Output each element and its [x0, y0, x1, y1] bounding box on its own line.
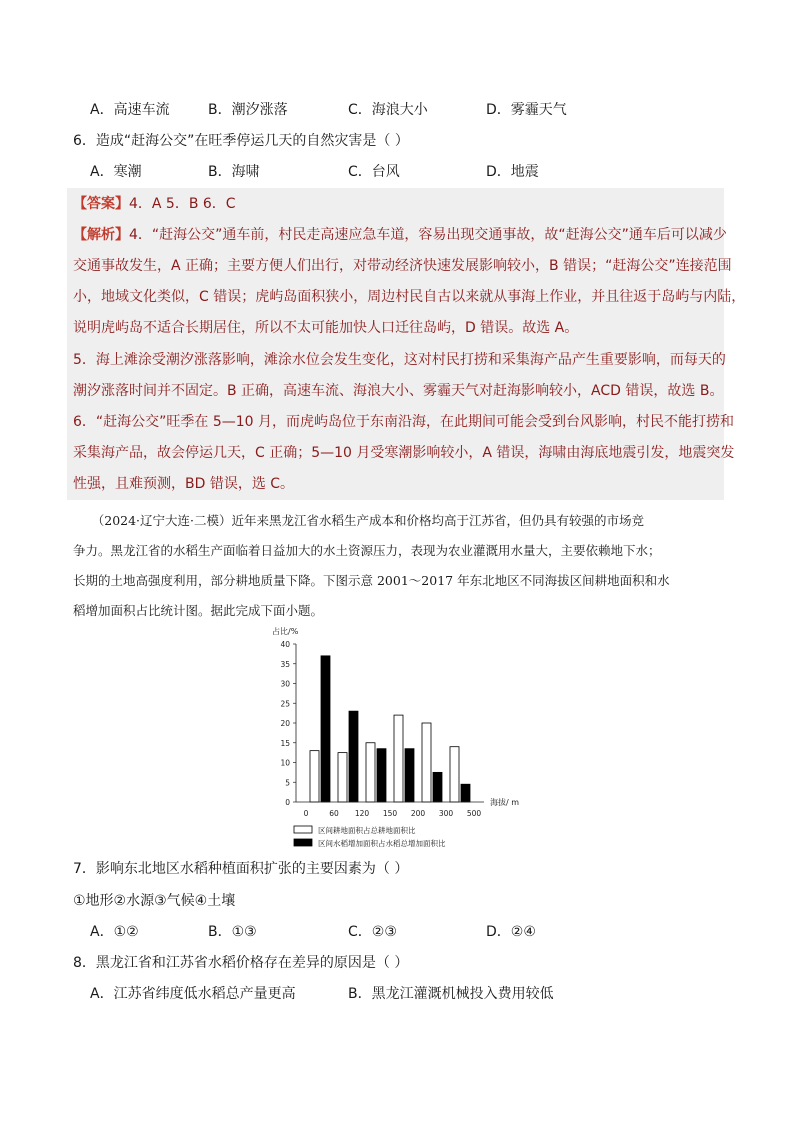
q6-option-c: C．台风 — [348, 164, 400, 180]
q7-option-c: C．②③ — [348, 924, 397, 940]
x-axis-label: 海拔/ m — [490, 798, 520, 807]
bar-cultivated-200-300 — [422, 723, 431, 802]
explain-label: 【解析】 — [73, 227, 129, 243]
intro-line-4: 稻增加面积占比统计图。据此完成下面小题。 — [73, 603, 324, 618]
explain-line-9: 性强，且难预测，BD 错误，选 C。 — [73, 476, 295, 492]
x-tick-label: 120 — [354, 809, 370, 818]
q7-option-d: D．②④ — [486, 924, 536, 940]
x-tick-label: 500 — [466, 809, 482, 818]
y-tick-label: 25 — [280, 699, 290, 709]
q8-option-a: A．江苏省纬度低水稻总产量更高 — [90, 986, 296, 1002]
q6-option-b: B．海啸 — [208, 164, 260, 180]
bar-cultivated-300-500 — [450, 747, 459, 802]
x-tick-label: 300 — [438, 809, 454, 818]
q5-option-d: D．雾霾天气 — [486, 102, 567, 118]
bar-cultivated-120-150 — [366, 743, 375, 802]
x-tick-label: 60 — [329, 809, 339, 818]
answer-line — [73, 194, 236, 214]
x-tick-label: 200 — [410, 809, 426, 818]
bar-rice-120-150 — [377, 749, 386, 802]
y-tick-label: 10 — [280, 758, 290, 768]
q6-stem: 6．造成“赶海公交”在旺季停运几天的自然灾害是（ ） — [73, 133, 409, 149]
q7-factors: ①地形②水源③气候④土壤 — [73, 893, 236, 909]
explain-line-7: 6．“赶海公交”旺季在 5—10 月，而虎屿岛位于东南沿海，在此期间可能会受到台风影响，村民不能打捞和 — [73, 414, 735, 430]
q6-option-d: D．地震 — [486, 164, 539, 180]
q7-option-a: A．①② — [90, 924, 139, 940]
answer-label: 【答案】 — [73, 196, 129, 212]
bar-rice-150-200 — [405, 749, 414, 802]
y-axis-label: 占比/% — [272, 627, 299, 636]
y-tick-label: 20 — [280, 719, 290, 728]
explain-line-8: 采集海产品，故会停运几天，C 正确；5—10 月受寒潮影响较小，A 错误，海啸由海底地震引发，地震突发 — [73, 445, 735, 461]
bar-cultivated-60-120 — [338, 753, 347, 802]
legend-label-rice: 区间水稻增加面积占水稻总增加面积比 — [318, 839, 446, 848]
explain-line-5: 5．海上滩涂受潮汐涨落影响，滩涂水位会发生变化，这对村民打捞和采集海产品产生重要影响，而每天的 — [73, 352, 726, 368]
q8-stem: 8．黑龙江省和江苏省水稻价格存在差异的原因是（ ） — [73, 955, 409, 971]
q7-stem: 7．影响东北地区水稻种植面积扩张的主要因素为（ ） — [73, 861, 409, 877]
x-tick-label: 0 — [303, 809, 309, 818]
y-tick-label: 15 — [280, 738, 290, 748]
bar-rice-300-500 — [461, 784, 470, 802]
bar-cultivated-0-60 — [310, 751, 319, 802]
x-tick-label: 150 — [382, 809, 398, 818]
q8-option-b: B．黑龙江灌溉机械投入费用较低 — [348, 986, 554, 1002]
q7-option-b: B．①③ — [208, 924, 257, 940]
y-tick-label: 30 — [280, 679, 290, 689]
y-tick-label: 40 — [280, 640, 290, 649]
q5-option-a: A．高速车流 — [90, 102, 170, 118]
legend-swatch-rice — [294, 839, 312, 846]
bar-rice-60-120 — [349, 711, 358, 802]
intro-line-2: 争力。黑龙江省的水稻生产面临着日益加大的水土资源压力，表现为农业灌溉用水量大，主要依赖地下水； — [73, 543, 661, 558]
bar-rice-0-60 — [321, 656, 330, 802]
explain-line-1 — [73, 225, 727, 245]
explain-line-2: 交通事故发生，A 正确；主要方便人们出行，对带动经济快速发展影响较小，B 错误；“赶海公交”连接范围 — [73, 258, 732, 274]
bar-rice-200-300 — [433, 772, 442, 802]
q5-option-b: B．潮汐涨落 — [208, 102, 288, 118]
explain-line-6: 潮汐涨落时间并不固定。B 正确，高速车流、海浪大小、雾霾天气对赶海影响较小，ACD 错误，故选 B。 — [73, 383, 724, 399]
y-tick-label: 0 — [285, 798, 290, 807]
q5-option-c: C．海浪大小 — [348, 102, 428, 118]
q6-option-a: A．寒潮 — [90, 164, 142, 180]
answer-text: 4．A 5．B 6．C — [129, 196, 236, 212]
y-tick-label: 5 — [285, 778, 290, 788]
intro-line-1: （2024·辽宁大连·二模）近年来黑龙江省水稻生产成本和价格均高于江苏省，但仍具有较强的市场竞 — [73, 513, 645, 528]
legend-label-cultivated: 区间耕地面积占总耕地面积比 — [318, 826, 416, 835]
intro-line-3: 长期的土地高强度利用，部分耕地质量下降。下图示意 2001～2017 年东北地区不同海拔区间耕地面积和水 — [73, 573, 670, 588]
y-tick-label: 35 — [280, 659, 290, 669]
legend-swatch-cultivated — [294, 826, 312, 833]
elevation-bar-chart — [260, 622, 520, 854]
explain-line-4: 说明虎屿岛不适合长期居住，所以不太可能加快人口迁往岛屿，D 错误。故选 A。 — [73, 320, 579, 336]
explain-line-3: 小，地域文化类似，C 错误；虎屿岛面积狭小，周边村民自古以来就从事海上作业，并且往返于岛屿与内陆， — [73, 289, 746, 305]
bar-cultivated-150-200 — [394, 715, 403, 802]
explain-text-1: 4．“赶海公交”通车前，村民走高速应急车道，容易出现交通事故，故“赶海公交”通车后可以减少 — [129, 227, 727, 243]
